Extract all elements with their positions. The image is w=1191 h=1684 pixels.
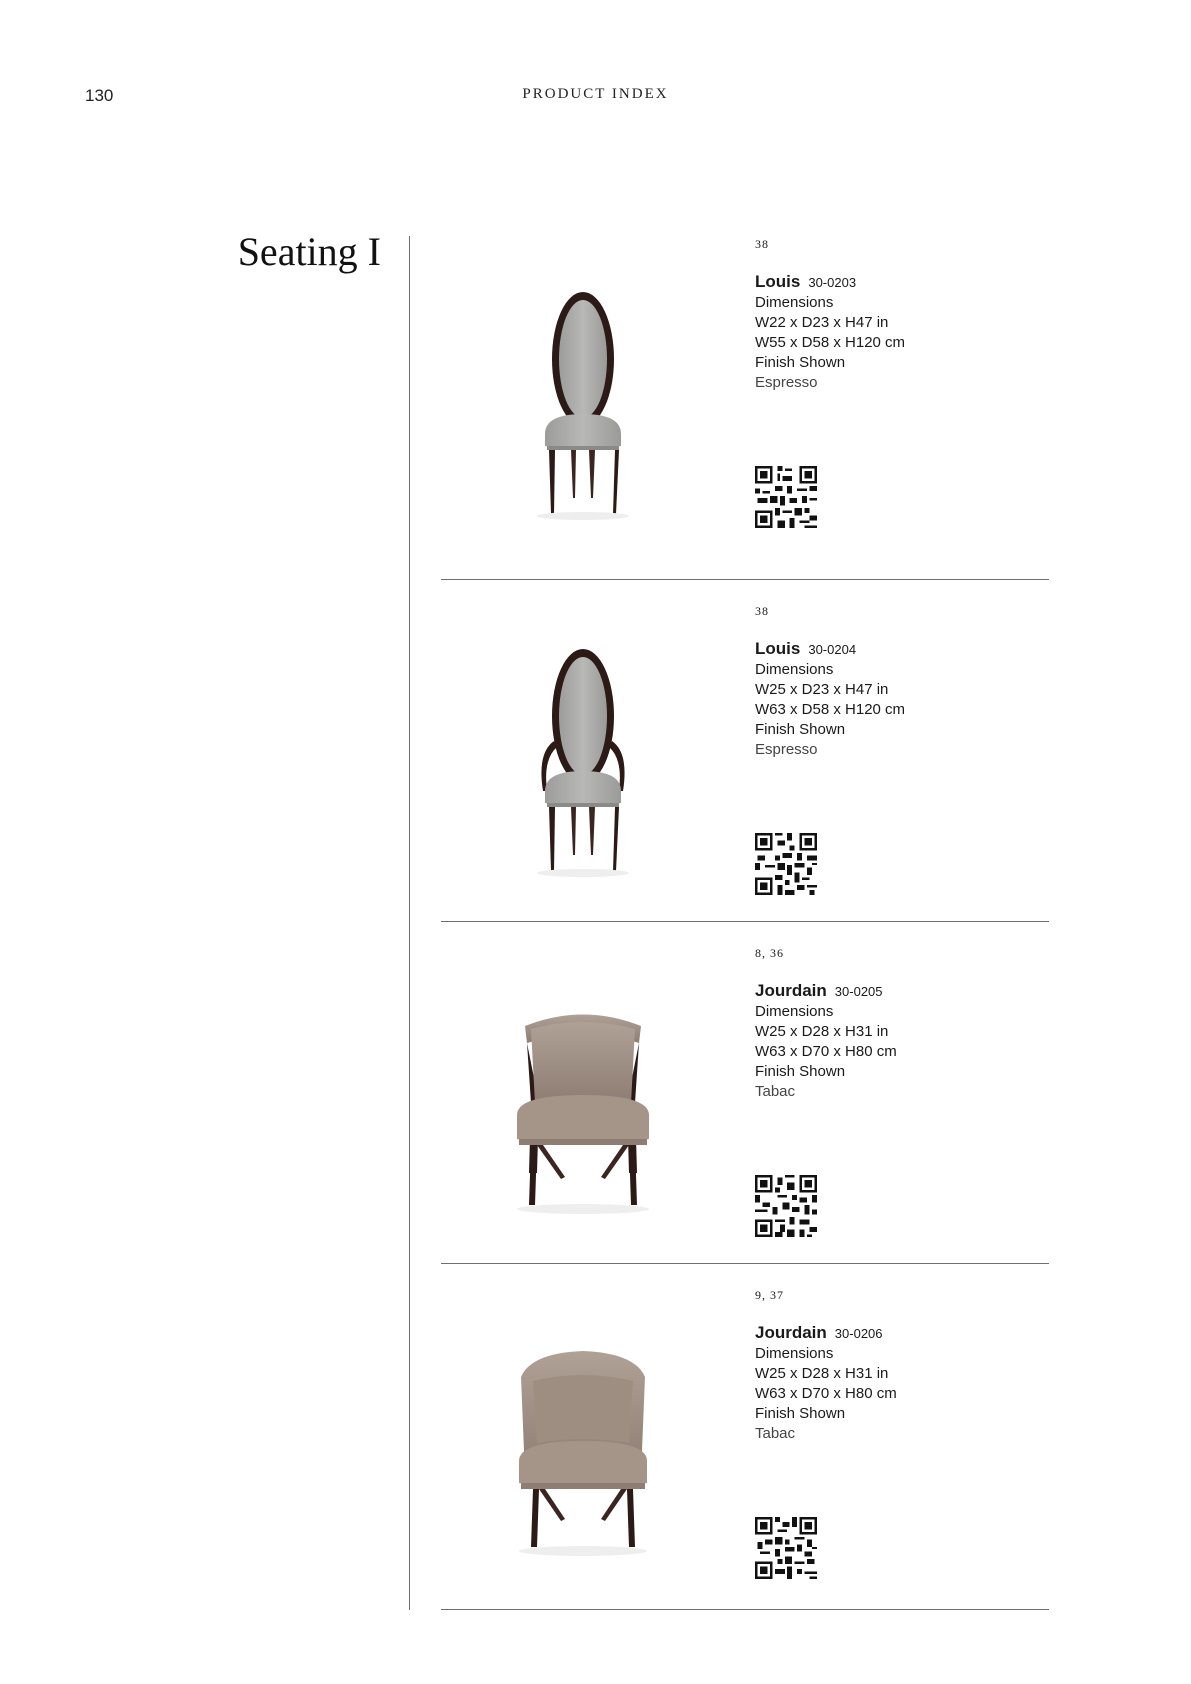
qr-code-icon[interactable] bbox=[755, 466, 817, 528]
dimensions-label: Dimensions bbox=[755, 294, 834, 311]
product-name: Louis bbox=[755, 272, 801, 291]
product-name: Louis bbox=[755, 639, 801, 658]
dimensions-label: Dimensions bbox=[755, 661, 834, 678]
finish-label: Finish Shown bbox=[755, 1405, 846, 1422]
dimensions-cm: W63 x D58 x H120 cm bbox=[755, 701, 906, 718]
qr-code-icon[interactable] bbox=[755, 833, 817, 895]
product-entry bbox=[441, 234, 1049, 579]
product-code: 30-0206 bbox=[834, 1326, 883, 1341]
product-entry bbox=[441, 943, 1049, 1263]
dimensions-inches: W22 x D23 x H47 in bbox=[755, 314, 889, 331]
product-divider bbox=[441, 921, 1049, 922]
page-number: 130 bbox=[85, 86, 114, 105]
dimensions-cm: W63 x D70 x H80 cm bbox=[755, 1385, 897, 1402]
dimensions-label: Dimensions bbox=[755, 1345, 834, 1362]
section-divider bbox=[409, 236, 410, 1610]
product-info bbox=[755, 234, 1045, 393]
finish-label: Finish Shown bbox=[755, 354, 846, 371]
dimensions-cm: W55 x D58 x H120 cm bbox=[755, 334, 906, 351]
product-divider bbox=[441, 1609, 1049, 1610]
product-title bbox=[755, 639, 1045, 660]
qr-code-icon[interactable] bbox=[755, 1517, 817, 1579]
product-info bbox=[755, 1285, 1045, 1444]
finish-label: Finish Shown bbox=[755, 721, 846, 738]
product-divider bbox=[441, 579, 1049, 580]
finish-value: Tabac bbox=[755, 1083, 796, 1100]
tub-chair-icon bbox=[471, 1325, 691, 1565]
oval-back-armchair-icon bbox=[471, 641, 691, 881]
product-divider bbox=[441, 1263, 1049, 1264]
product-code: 30-0205 bbox=[834, 984, 883, 999]
finish-value: Tabac bbox=[755, 1425, 796, 1442]
page-reference: 8, 36 bbox=[755, 946, 784, 960]
page-reference: 38 bbox=[755, 604, 769, 618]
running-head: PRODUCT INDEX bbox=[522, 86, 669, 102]
product-code: 30-0204 bbox=[808, 642, 857, 657]
product-code: 30-0203 bbox=[808, 275, 857, 290]
finish-value: Espresso bbox=[755, 741, 818, 758]
dimensions-inches: W25 x D23 x H47 in bbox=[755, 681, 889, 698]
product-title bbox=[755, 981, 1045, 1002]
page-reference: 9, 37 bbox=[755, 1288, 784, 1302]
product-info bbox=[755, 601, 1045, 760]
finish-label: Finish Shown bbox=[755, 1063, 846, 1080]
product-name: Jourdain bbox=[755, 1323, 827, 1342]
dimensions-label: Dimensions bbox=[755, 1003, 834, 1020]
dimensions-cm: W63 x D70 x H80 cm bbox=[755, 1043, 897, 1060]
section-title: Seating I bbox=[237, 229, 381, 274]
product-name: Jourdain bbox=[755, 981, 827, 1000]
product-entry bbox=[441, 601, 1049, 921]
dimensions-inches: W25 x D28 x H31 in bbox=[755, 1365, 889, 1382]
dimensions-inches: W25 x D28 x H31 in bbox=[755, 1023, 889, 1040]
product-entry bbox=[441, 1285, 1049, 1605]
product-title bbox=[755, 272, 1045, 293]
tub-chair-icon bbox=[471, 983, 691, 1223]
oval-back-side-chair-icon bbox=[471, 284, 691, 524]
product-info bbox=[755, 943, 1045, 1102]
product-title bbox=[755, 1323, 1045, 1344]
finish-value: Espresso bbox=[755, 374, 818, 391]
qr-code-icon[interactable] bbox=[755, 1175, 817, 1237]
page-reference: 38 bbox=[755, 237, 769, 251]
